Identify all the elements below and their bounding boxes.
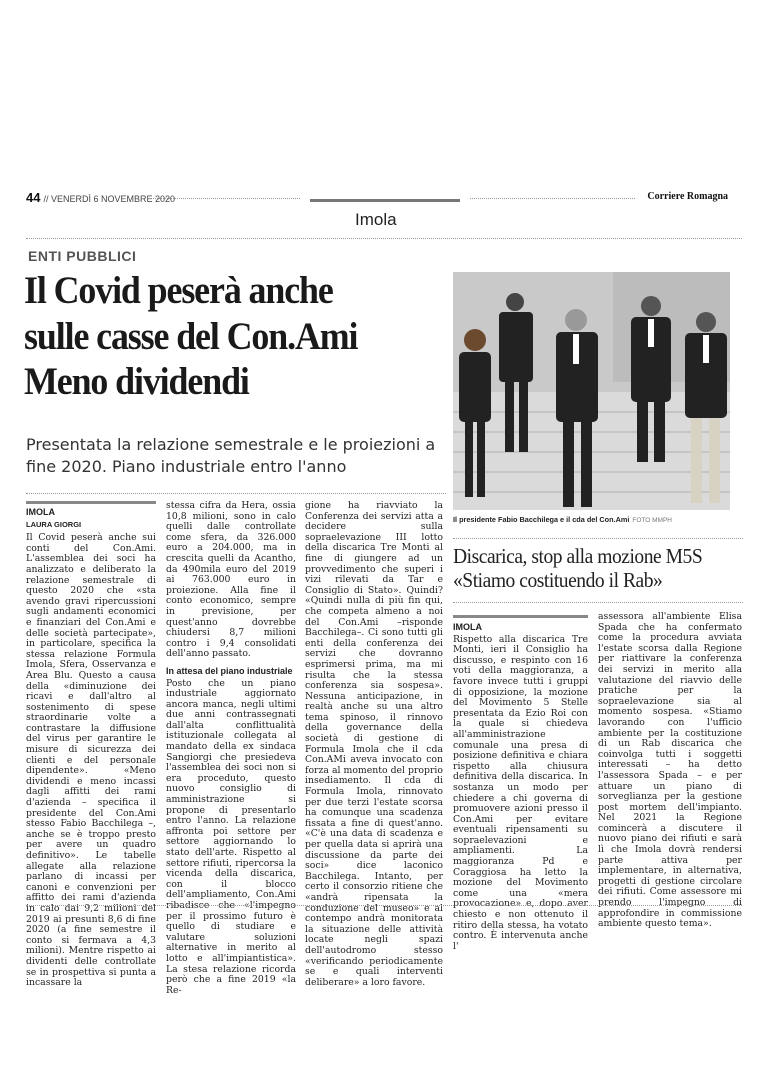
second-column-1 xyxy=(453,622,588,952)
second-dateline: IMOLA xyxy=(453,622,482,632)
article-subheadline: Presentata la relazione semestrale e le proiezioni a fine 2020. Piano industriale entro l'anno xyxy=(26,435,436,476)
second-column-1-text: Rispetto alla discarica Tre Monti, ieri il Consiglio ha discusso, e respinto con 16 voti della maggioranza, a favore invece tutti i gruppi di opposizione, la mozione del Movimento 5 Stelle presentata da Ezio Roi con la quale si chiedeva all'amministrazione comunale una presa di posizione definitiva e chiara rispetto alla chiusura definitiva della discarica. In sostanza un modo per chiedere a chi governa di promuovere azioni presso il Con.Ami per evitare eventuali ripensamenti su sopraelevazioni e ampliamenti. La maggioranza Pd e Coraggiosa ha letto la mozione del Movimento come una «mera provocazione» e, dopo aver chiesto e non ottenuto il ritiro della stessa, ha votato contro. È intervenuta anche l' xyxy=(453,633,588,952)
issue-date: VENERDÌ 6 NOVEMBRE 2020 xyxy=(51,194,176,204)
header-rule-left xyxy=(150,198,300,199)
header-bar xyxy=(310,199,460,202)
article-column-3 xyxy=(305,501,443,988)
second-headline: Discarica, stop alla mozione M5S «Stiamo costituendo il Rab» xyxy=(453,544,703,592)
article-column-2 xyxy=(166,501,296,996)
article-headline: Il Covid peserà anche sulle casse del Con.Ami Meno dividendi xyxy=(24,269,358,404)
article-author: LAURA GIORGI xyxy=(26,519,82,529)
masthead: Corriere Romagna xyxy=(647,191,728,202)
page-number: 44 xyxy=(26,190,41,205)
column-2-body: Posto che un piano industriale aggiornato ancora manca, negli ultimi due anni contrassegnati dall'alta conflittualità istituzionale collegata al mandato della ex sindaca Sangiorgi che presiedeva l'assemblea dei soci non si era proceduto, questo nuovo consiglio di amministrazione si propone di presentarlo entro l'anno. La relazione affronta poi settore per settore aggiornando lo stato dell'arte. Rispetto al settore rifiuti, ripercorsa la vicenda della discarica, con il blocco dell'ampliamento, Con.Ami ribadisce che «l'impegno per il prossimo futuro è quello di studiare e valutare soluzioni alternative in merito al lotto e all'impiantistica». La stesa relazione ricorda però che a fine 2019 «la Re- xyxy=(166,677,296,996)
folio-separator: // xyxy=(43,194,49,204)
second-column-2-text: assessora all'ambiente Elisa Spada che ha confermato come la procedura avviata l'estate scorsa dalla Regione per riattivare la conferenza dei servizi in merito alla valutazione del riavvio delle pratiche per la sopraelevazione sia al momento sospesa. «Stiamo lavorando con l'ufficio ambiente per la costituzione di un Rab discarica che coinvolga tutti i soggetti interessati – ha detto l'assessora Spada – e per attuare un piano di sorveglianza per la gestione post mortem dell'impianto. Nel 2021 la Regione comincerà a discutere il nuovo piano dei rifiuti e sarà lì che Imola dovrà rendersi parte attiva per implementare, in alternativa, progetti di gestione circolare dei rifiuti. Come assessore mi prendo l'impegno di approfondire in commissione ambiente questo tema». xyxy=(598,611,742,930)
article-kicker: ENTI PUBBLICI xyxy=(28,248,137,264)
photo-caption xyxy=(453,515,743,524)
column-3-text: gione ha riavviato la Conferenza dei servizi atta a decidere sulla sopraelevazione III lotto della discarica Tre Monti al fine di giungere ad un provvedimento che superi i vizi rilevati da Tar e Consiglio di Stato». Quindi? «Quindi nulla di più fin qui, che competa almeno a noi del Con.Ami –risponde Bacchilega–. Ci sono tutti gli enti della conferenza dei servizi che dovranno esprimersi prima, ma mi risulta che la stessa conferenza sia sospesa». Nessuna anticipazione, in realtà anche su una altro tema spinoso, il rinnovo della governance della società di gestione di Formula Imola che il cda Con.AMi aveva invocato con forza al momento del proprio insediamento. Il cda di Formula Imola, rinnovato per due terzi l'estate scorsa ha comunque una scadenza fissata a fine di quest'anno. «C'è una data di scadenza e per quella data si aprirà una discussione da parte dei soci» dice laconico Bacchilega. Intanto, per certo il consorzio ritiene che «andrà ripensata la conduzione del museo» e al contempo andrà monitorata la situazione delle attività locate negli spazi dell'autodromo stesso «verificando periodicamente se e quali interventi deliberare» a loro favore. xyxy=(305,500,443,988)
second-column-2 xyxy=(598,612,742,930)
caption-text: Il presidente Fabio Bacchilega e il cda del Con.Ami xyxy=(453,515,630,524)
article-column-1 xyxy=(26,507,156,989)
photo-credit: FOTO MMPH xyxy=(632,517,672,524)
subhead-rule xyxy=(26,493,446,494)
second-article-rule xyxy=(453,602,743,603)
second-article-rule-top xyxy=(453,538,743,539)
board-photo xyxy=(453,272,730,510)
section-title: Imola xyxy=(355,210,397,229)
footer-rule xyxy=(26,905,742,906)
photo-illustration xyxy=(453,272,730,510)
section-rule xyxy=(26,238,742,239)
header-rule-right xyxy=(470,198,635,199)
column-1-text: Il Covid peserà anche sui conti del Con.Ami. L'assemblea dei soci ha analizzato e deliberato la relazione semestrale di questo 2020 che «sta avendo gravi ripercussioni sugli andamenti economici e finanziari del Con.Ami e delle società partecipate», in particolare, specifica la stessa relazione Formula Imola, Sfera, Osservanza e Area Blu. Questo a causa della «diminuzione dei ricavi e dall'altro al sostenimento di spese straordinarie volte a contrastare la diffusione del virus per garantire le misure di sicurezza dei clienti e del personale dipendente». «Meno dividendi e meno incassi dagli affitti dei rami d'azienda – specifica il presidente del Con.Ami stesso Fabio Bacchilega –, anche se è troppo presto per avere un quadro definitivo». Le tabelle allegate alla relazione parlano di incassi per canoni e convenzioni per affitto dei rami d'azienda in calo dai 9,2 milioni del 2019 ai presunti 8,6 di fine 2020 (a fine semestre il conto si fermava a 4,3 milioni). Mentre rispetto ai dividenti delle controllate se in prospettiva si punta a incassare la xyxy=(26,532,156,989)
article-dateline: IMOLA xyxy=(26,507,55,517)
column-2-subtitle: In attesa del piano industriale xyxy=(166,665,293,676)
column-2-intro: stessa cifra da Hera, ossia 10,8 milioni, sono in calo quelli dalle controllate come sfera, da 326.000 euro a 204.000, ma in crescita quelli da Acantho, da 490mila euro del 2019 ai 763.000 euro in proiezione. Alla fine il conto economico, sempre in previsione, per quest'anno dovrebbe chiudersi 8,7 milioni contro i 9,4 consolidati dell'anno passato. xyxy=(166,500,296,660)
second-column-rule xyxy=(453,615,588,618)
column-rule-1 xyxy=(26,501,156,504)
